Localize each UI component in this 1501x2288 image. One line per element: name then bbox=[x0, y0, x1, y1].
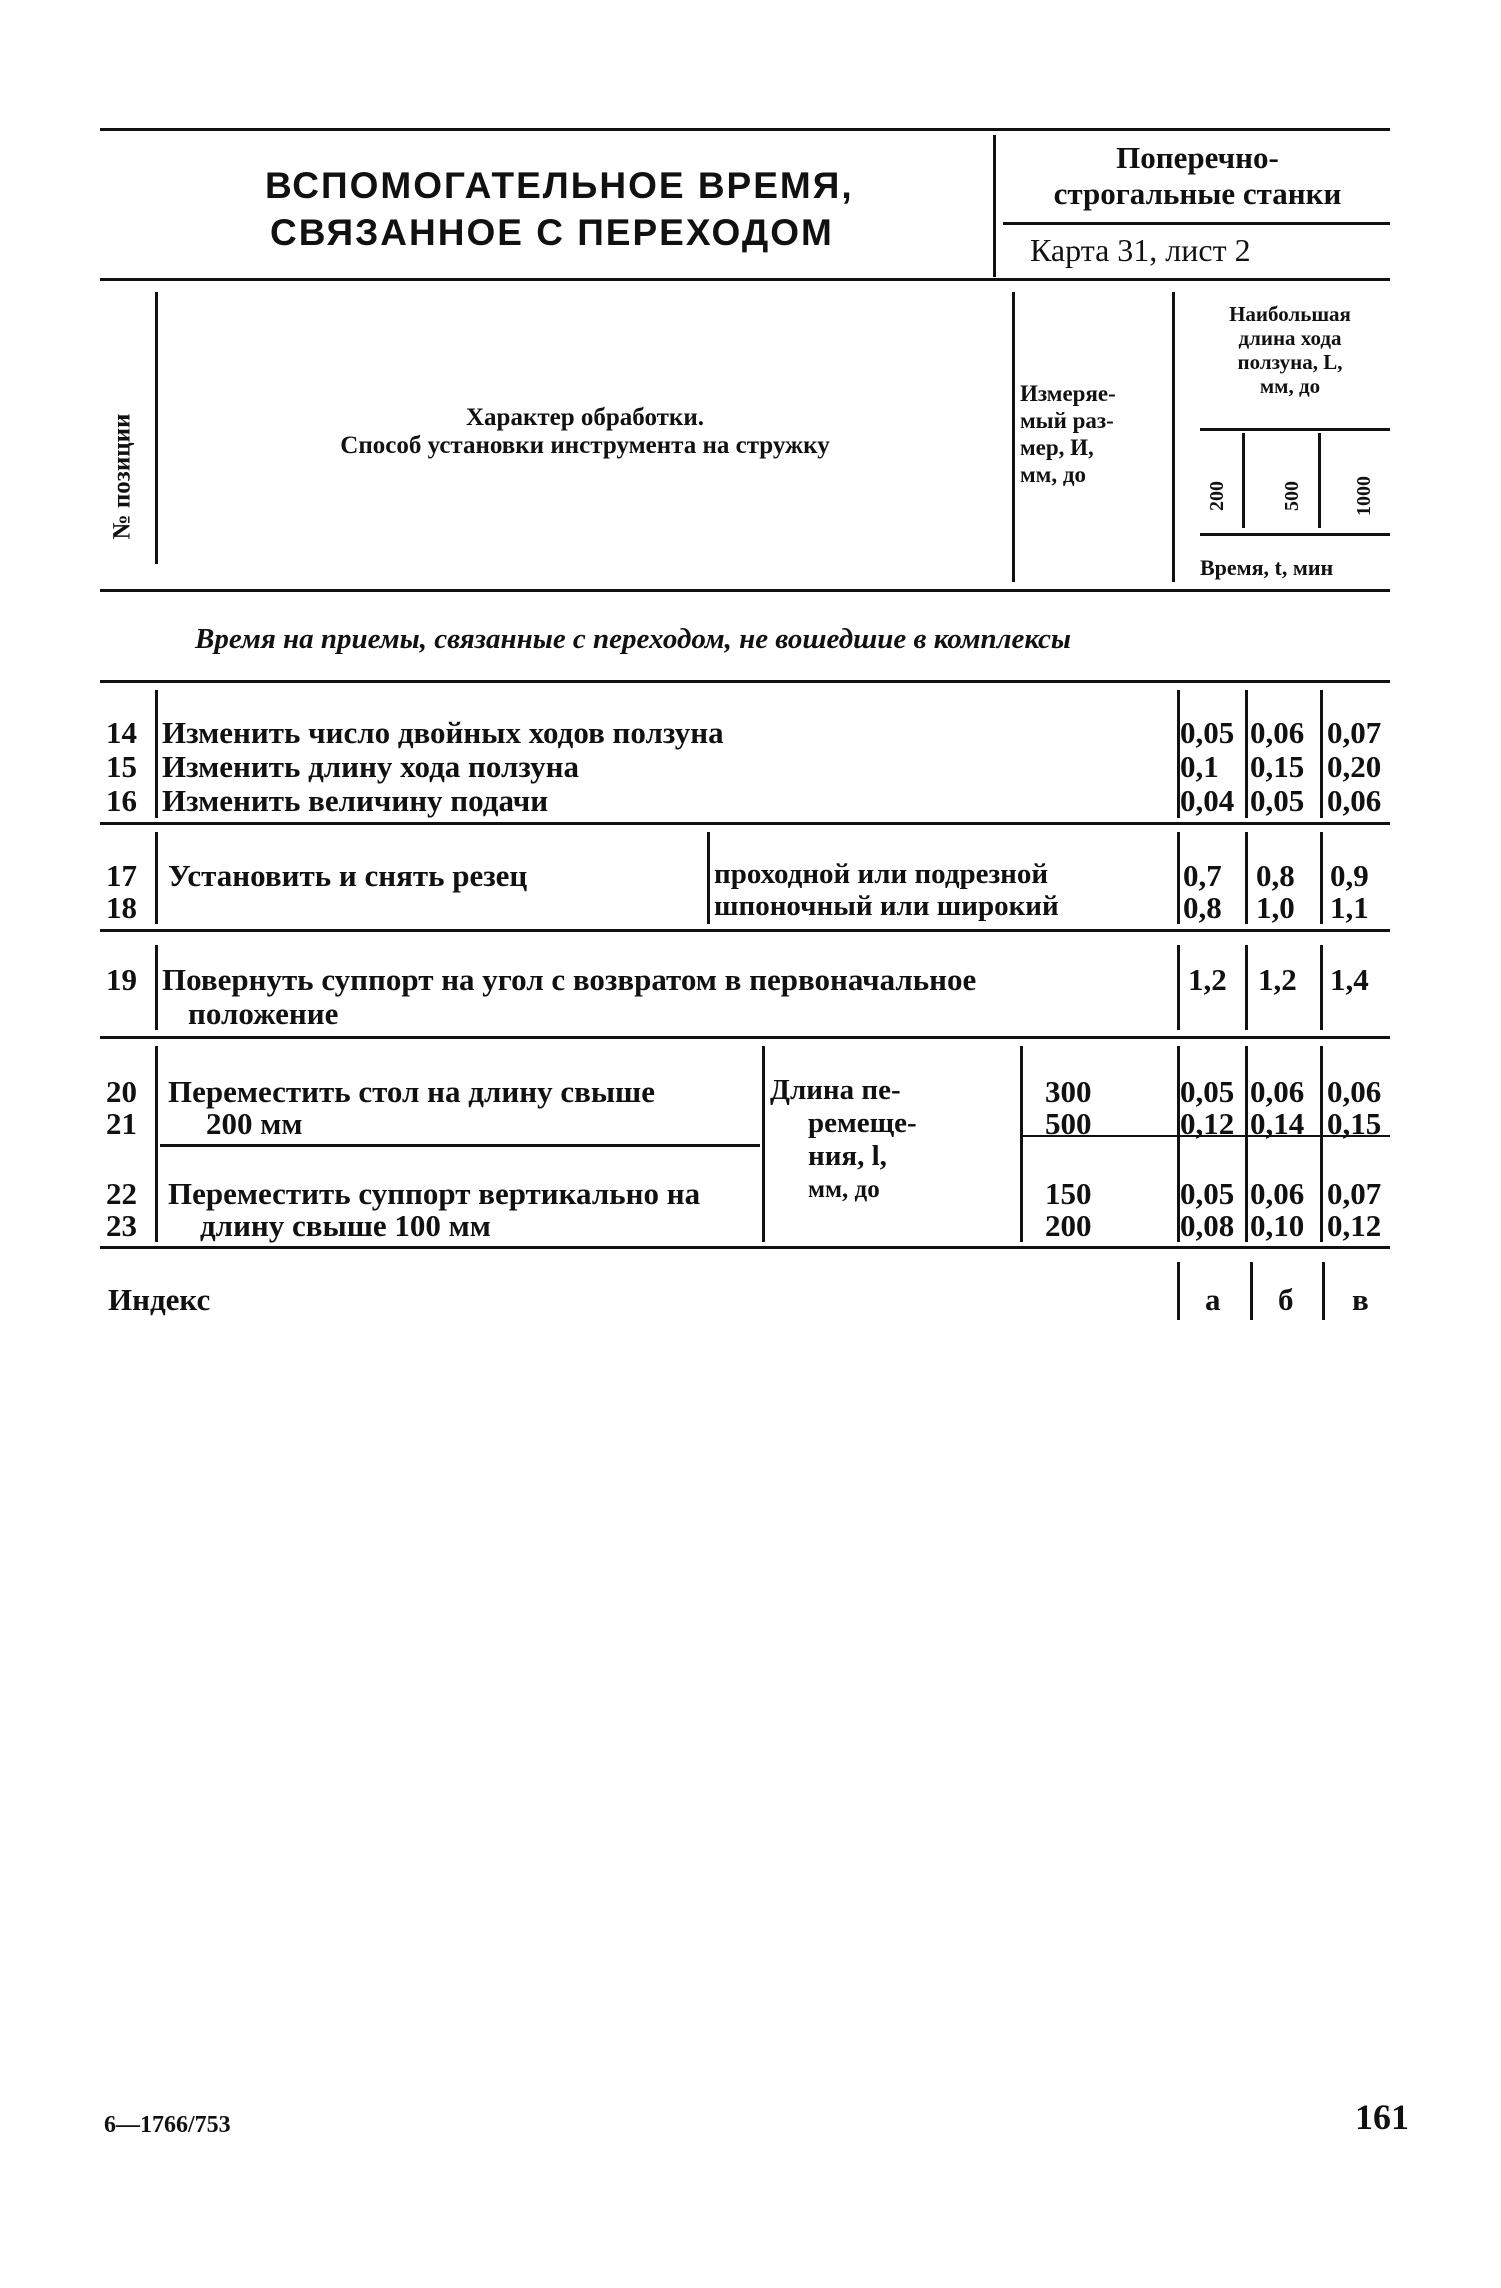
g2-divider-b bbox=[1245, 832, 1248, 924]
table-move-text-line-2: 200 мм bbox=[206, 1106, 303, 1141]
stroke-value-200: 200 bbox=[1206, 481, 1228, 511]
g1-divider-pos bbox=[155, 690, 158, 818]
row-position: 14 bbox=[106, 715, 137, 750]
support-move-text-line-2: длину свыше 100 мм bbox=[200, 1208, 491, 1243]
column-heads-bottom-rule bbox=[100, 589, 1390, 592]
header-divider bbox=[993, 135, 996, 277]
row-position: 22 bbox=[106, 1176, 137, 1211]
index-b: б bbox=[1278, 1282, 1294, 1317]
table-move-text-line-1: Переместить стол на длину свыше bbox=[168, 1074, 655, 1109]
value-c: 0,06 bbox=[1327, 1074, 1382, 1109]
machine-type bbox=[1005, 140, 1390, 212]
row-text-line-2: положение bbox=[188, 996, 339, 1031]
value-c: 0,07 bbox=[1327, 715, 1382, 750]
stroke-header-rule bbox=[1200, 428, 1390, 431]
tool-type: шпоночный или широкий bbox=[714, 890, 1059, 922]
g1-divider-c bbox=[1320, 690, 1323, 818]
value-c: 0,07 bbox=[1327, 1176, 1382, 1211]
index-c: в bbox=[1352, 1282, 1369, 1317]
print-code: 6—1766/753 bbox=[104, 2112, 231, 2138]
row-text-line-1: Повернуть суппорт на угол с возвратом в первоначальное bbox=[162, 962, 977, 997]
g4-divider-pos bbox=[155, 1046, 158, 1242]
value-a: 0,05 bbox=[1180, 715, 1235, 750]
value-b: 0,06 bbox=[1250, 715, 1305, 750]
stroke-value-1000: 1000 bbox=[1353, 476, 1375, 516]
group4-inner-rule bbox=[160, 1144, 760, 1147]
g4-divider-b bbox=[1245, 1046, 1248, 1242]
value-b: 0,05 bbox=[1250, 783, 1305, 818]
row-position: 19 bbox=[106, 962, 137, 997]
value-a: 0,12 bbox=[1180, 1106, 1235, 1141]
value-c: 0,9 bbox=[1330, 858, 1369, 893]
g3-divider-b bbox=[1245, 945, 1248, 1030]
row-position: 16 bbox=[106, 783, 137, 818]
value-a: 0,1 bbox=[1180, 749, 1219, 784]
index-divider-b bbox=[1250, 1262, 1253, 1320]
tool-type: проходной или подрезной bbox=[714, 858, 1049, 890]
time-header: Время, t, мин bbox=[1200, 555, 1334, 580]
row-position: 23 bbox=[106, 1208, 137, 1243]
g1-divider-b bbox=[1245, 690, 1248, 818]
row-position: 21 bbox=[106, 1106, 137, 1141]
machine-type-line-1: Поперечно- bbox=[1116, 140, 1279, 175]
value-c: 0,12 bbox=[1327, 1208, 1382, 1243]
col-head-divider-1 bbox=[155, 292, 158, 564]
g4-divider-length bbox=[1020, 1046, 1023, 1242]
g2-divider-a bbox=[1177, 832, 1180, 924]
value-a: 0,8 bbox=[1183, 890, 1222, 925]
g3-divider-pos bbox=[155, 945, 158, 1030]
g2-divider-c bbox=[1320, 832, 1323, 924]
length-value: 500 bbox=[1045, 1106, 1092, 1141]
index-divider-a bbox=[1177, 1262, 1180, 1320]
value-b: 1,2 bbox=[1258, 962, 1297, 997]
value-c: 0,06 bbox=[1327, 783, 1382, 818]
g4-divider-text bbox=[762, 1046, 765, 1242]
value-b: 0,06 bbox=[1250, 1176, 1305, 1211]
value-a: 0,05 bbox=[1180, 1176, 1235, 1211]
length-value: 150 bbox=[1045, 1176, 1092, 1211]
value-c: 1,4 bbox=[1330, 962, 1369, 997]
value-c: 1,1 bbox=[1330, 890, 1369, 925]
g4-divider-c bbox=[1320, 1046, 1323, 1242]
row-position: 15 bbox=[106, 749, 137, 784]
stroke-length-header: Наибольшая длина хода ползуна, L, мм, до bbox=[1229, 302, 1351, 398]
title-line-2: СВЯЗАННОЕ С ПЕРЕХОДОМ bbox=[270, 212, 834, 253]
row-text: Изменить величину подачи bbox=[162, 783, 549, 818]
processing-header-line-1: Характер обработки. bbox=[466, 404, 704, 431]
value-a: 0,05 bbox=[1180, 1074, 1235, 1109]
col-head-divider-2 bbox=[1012, 292, 1015, 582]
g3-divider-a bbox=[1177, 945, 1180, 1030]
group3-bottom-rule bbox=[100, 1036, 1390, 1039]
length-value: 300 bbox=[1045, 1074, 1092, 1109]
g3-divider-c bbox=[1320, 945, 1323, 1030]
index-divider-c bbox=[1322, 1262, 1325, 1320]
move-length-label: Длина пе- ремеще- ния, l, мм, до bbox=[770, 1074, 917, 1203]
value-c: 0,20 bbox=[1327, 749, 1382, 784]
value-a: 0,08 bbox=[1180, 1208, 1235, 1243]
row-position: 17 bbox=[106, 858, 137, 893]
row-position: 20 bbox=[106, 1074, 137, 1109]
stroke-value-500: 500 bbox=[1281, 481, 1303, 511]
group2-bottom-rule bbox=[100, 929, 1390, 932]
header-bottom-rule bbox=[100, 278, 1390, 281]
length-value: 200 bbox=[1045, 1208, 1092, 1243]
time-header-rule bbox=[1200, 533, 1390, 536]
value-b: 1,0 bbox=[1256, 890, 1295, 925]
group4-bottom-rule bbox=[100, 1246, 1390, 1249]
section-title: Время на приемы, связанные с переходом, не вошедшие в комплексы bbox=[195, 623, 1072, 655]
value-b: 0,15 bbox=[1250, 749, 1305, 784]
row-text: Изменить число двойных ходов ползуна bbox=[162, 715, 724, 750]
position-number-header: № позиции bbox=[108, 413, 136, 540]
group1-bottom-rule bbox=[100, 822, 1390, 825]
processing-header-line-2: Способ установки инструмента на стружку bbox=[340, 432, 830, 459]
value-b: 0,10 bbox=[1250, 1208, 1305, 1243]
support-move-text-line-1: Переместить суппорт вертикально на bbox=[168, 1176, 701, 1211]
row-text: Установить и снять резец bbox=[168, 858, 528, 893]
value-b: 0,06 bbox=[1250, 1074, 1305, 1109]
card-number: Карта 31, лист 2 bbox=[1030, 232, 1251, 268]
stroke-col-divider-2 bbox=[1318, 433, 1321, 528]
col-head-divider-3 bbox=[1172, 292, 1175, 582]
measured-size-header: Измеряе- мый раз- мер, И, мм, до bbox=[1020, 381, 1116, 487]
header-top-rule bbox=[100, 128, 1390, 131]
machine-card-rule bbox=[1003, 222, 1390, 225]
index-label: Индекс bbox=[108, 1282, 211, 1317]
value-b: 0,14 bbox=[1250, 1106, 1305, 1141]
page-number: 161 bbox=[1355, 2097, 1409, 2137]
value-c: 0,15 bbox=[1327, 1106, 1382, 1141]
title-line-1: ВСПОМОГАТЕЛЬНОЕ ВРЕМЯ, bbox=[265, 165, 854, 206]
row-text: Изменить длину хода ползуна bbox=[162, 749, 580, 784]
g2-divider-pos bbox=[155, 832, 158, 924]
value-a: 1,2 bbox=[1188, 962, 1227, 997]
row-position: 18 bbox=[106, 890, 137, 925]
value-a: 0,04 bbox=[1180, 783, 1235, 818]
value-b: 0,8 bbox=[1256, 858, 1295, 893]
stroke-col-divider-1 bbox=[1242, 433, 1245, 528]
index-a: а bbox=[1205, 1282, 1221, 1317]
g2-divider-tool bbox=[707, 832, 710, 924]
value-a: 0,7 bbox=[1183, 858, 1222, 893]
machine-type-line-2: строгальные станки bbox=[1053, 176, 1342, 211]
section-title-rule bbox=[100, 680, 1390, 683]
